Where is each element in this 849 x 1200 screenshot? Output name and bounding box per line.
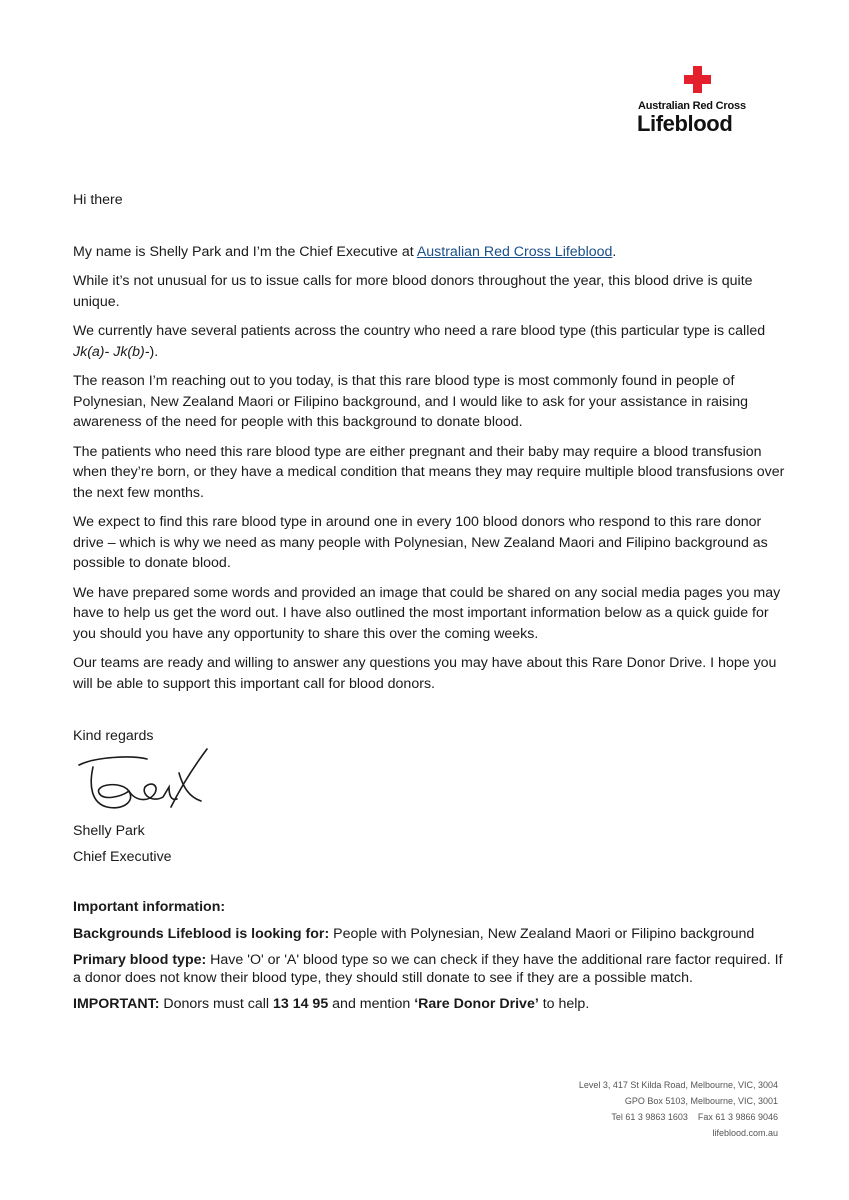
intro-text: My name is Shelly Park and I’m the Chief Executive at [73, 243, 417, 260]
closing: Kind regards [73, 728, 154, 744]
intro-suffix: . [612, 243, 617, 260]
greeting: Hi there [73, 192, 123, 208]
letter-body [73, 190, 793, 1021]
rare-type-suffix: ). [149, 343, 159, 360]
info-important [73, 995, 793, 1013]
paragraph-support: Our teams are ready and willing to answer any questions you may have about this Rare Donor Drive. I hope you will be able to support this important call for blood donors. [73, 655, 777, 692]
blood-type-text: Have 'O' or 'A' blood type so we can check if they have the additional rare factor required. If a donor does not know their blood type, they should still donate to see if they are a possible match. [73, 952, 783, 986]
info-backgrounds [73, 925, 793, 943]
intro-paragraph [73, 242, 793, 263]
logo-brand-name: Lifeblood [637, 111, 733, 136]
footer-po-box: GPO Box 5103, Melbourne, VIC, 3001 [624, 1096, 778, 1106]
important-text-3: to help. [538, 996, 590, 1012]
drive-name: ‘Rare Donor Drive’ [414, 996, 539, 1012]
blood-type-label: Primary blood type: [73, 952, 207, 968]
donor-phone-number: 13 14 95 [272, 996, 329, 1012]
signature-image [73, 747, 213, 819]
paragraph-social-media: We have prepared some words and provided an image that could be shared on any social media pages you may have to help us get the word out. I have also outlined the most important information below as a quick guide for you should you have any opportunity to share this over the coming weeks. [73, 584, 781, 642]
signer-name: Shelly Park [73, 822, 145, 839]
blood-type-b: Jk(b)- [113, 343, 150, 360]
footer-website: lifeblood.com.au [712, 1128, 778, 1138]
footer-address: Level 3, 417 St Kilda Road, Melbourne, VIC, 3004 [578, 1080, 778, 1090]
lifeblood-link[interactable]: Australian Red Cross Lifeblood [416, 243, 613, 260]
logo-org-name: Australian Red Cross [638, 100, 746, 112]
blood-type-a: Jk(a)- [73, 343, 110, 360]
paragraph-reason: The reason I’m reaching out to you today, is that this rare blood type is most commonly found in people of Polynesian, New Zealand Maori or Filipino background, and I would like to ask for your assistance in raising awareness of the need for people with this background to donate blood. [73, 373, 749, 430]
paragraph-rare-type [73, 321, 793, 362]
info-heading: Important information: [73, 898, 226, 915]
paragraph-patients: The patients who need this rare blood type are either pregnant and their baby may require a blood transfusion when they’re born, or they have a medical condition that means they may require multiple blood transfusions over the next few months. [73, 443, 785, 501]
important-label: IMPORTANT: [73, 996, 160, 1012]
info-blood-type [73, 951, 793, 987]
footer-contact [579, 1077, 778, 1141]
important-text-1: Donors must call [159, 996, 273, 1012]
paragraph-expectation: We expect to find this rare blood type in around one in every 100 blood donors who respond to this rare donor drive – which is why we need as many people with Polynesian, New Zealand Maori and Filipino background as possible to donate blood. [73, 514, 768, 571]
paragraph-unique-drive: While it’s not unusual for us to issue calls for more blood donors throughout the year, this blood drive is quite unique. [73, 273, 753, 310]
rare-type-text: We currently have several patients across the country who need a rare blood type (this particular type is called [73, 323, 766, 339]
backgrounds-text: People with Polynesian, New Zealand Maori or Filipino background [329, 926, 755, 942]
important-text-2: and mention [328, 996, 415, 1012]
signer-title: Chief Executive [73, 849, 172, 865]
backgrounds-label: Backgrounds Lifeblood is looking for: [73, 926, 330, 942]
footer-phone-fax: Tel 61 3 9863 1603 Fax 61 3 9866 9046 [611, 1112, 778, 1122]
red-cross-icon [684, 66, 712, 94]
